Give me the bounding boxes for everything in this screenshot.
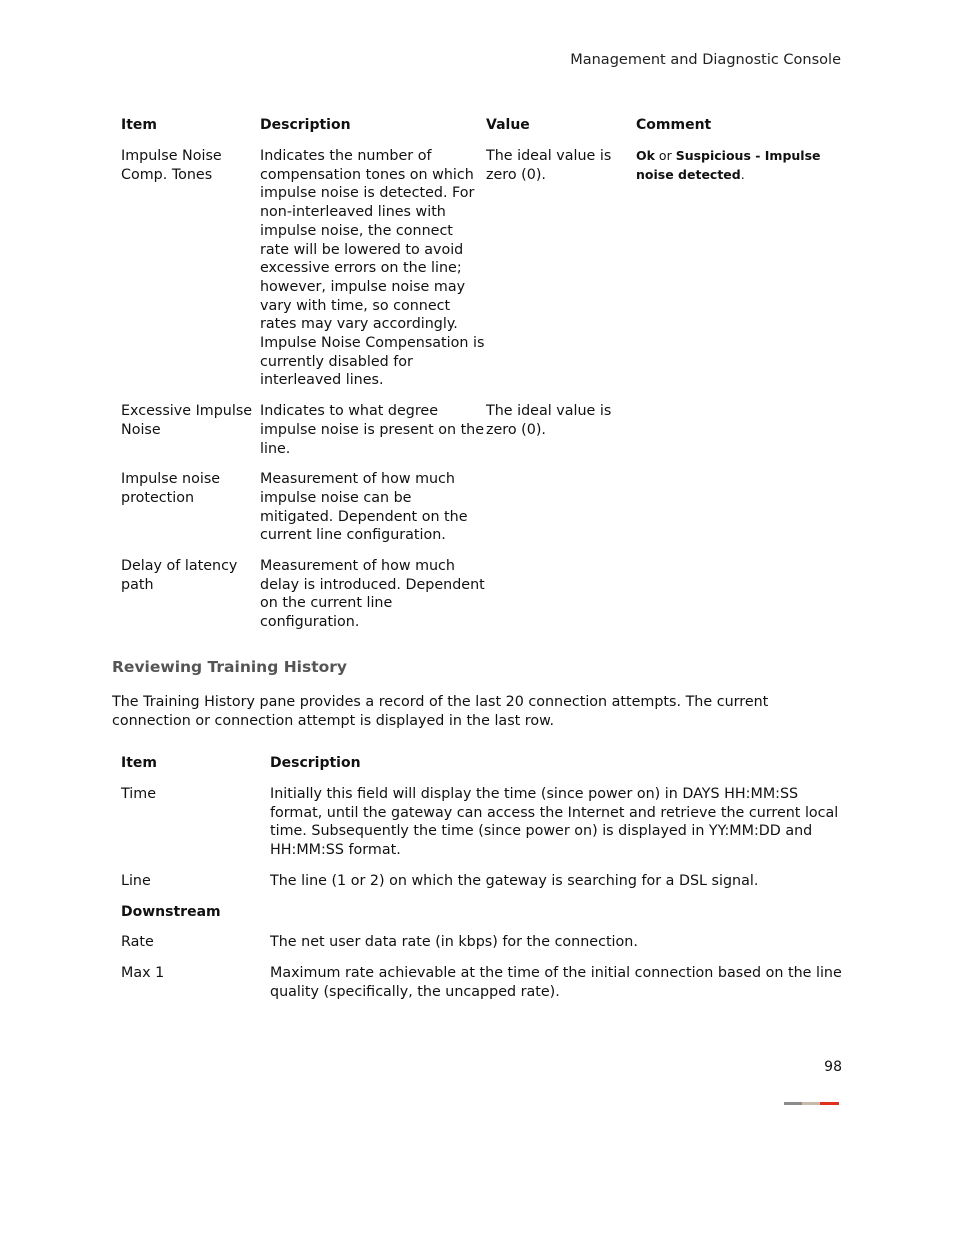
column-header-description: Description (260, 117, 351, 133)
column-header-comment: Comment (636, 117, 712, 133)
table-header-row (121, 117, 841, 147)
row-comment (636, 557, 841, 644)
column-header-description: Description (270, 755, 361, 771)
comment-suspicious: Suspicious - Impulse noise detected (636, 148, 821, 182)
row-value: The ideal value is zero (0). (486, 148, 612, 183)
row-item: Delay of latency path (121, 558, 238, 593)
running-header: Management and Diagnostic Console (570, 52, 841, 68)
row-description: The net user data rate (in kbps) for the connection. (270, 934, 638, 951)
row-value: The ideal value is zero (0). (486, 403, 612, 438)
row-comment (636, 147, 841, 402)
row-description: The line (1 or 2) on which the gateway is searching for a DSL signal. (270, 872, 759, 889)
section-intro-paragraph: The Training History pane provides a record of the last 20 connection attempts. The current connection or connection attempt is displayed in the last row. (112, 694, 769, 729)
column-header-value: Value (486, 117, 530, 133)
table-row (121, 470, 841, 557)
table-row (121, 785, 843, 872)
column-header-item: Item (121, 117, 157, 133)
row-item: Excessive Impulse Noise (121, 403, 253, 438)
row-item: Line (121, 872, 151, 889)
subheading-downstream: Downstream (121, 903, 221, 920)
page-number: 98 (824, 1059, 842, 1075)
row-description: Indicates to what degree impulse noise is present on the line. (260, 403, 485, 457)
footer-bar-red (820, 1102, 839, 1105)
table-row (121, 872, 843, 903)
diagnostics-table (121, 117, 841, 644)
row-description: Measurement of how much delay is introduced. Dependent on the current line configuration. (260, 558, 485, 631)
footer-bar-tan (802, 1102, 820, 1105)
training-history-table (121, 755, 843, 1013)
row-description: Indicates the number of compensation tones on which impulse noise is detected. For non-interleaved lines with impulse noise, the connect rate will be lowered to avoid excessive errors on the line; however, impulse noise may vary with time, so connect rates may vary accordingly. Impulse Noise Compensation is currently disabled for interleaved lines. (260, 148, 485, 389)
row-item: Max 1 (121, 964, 165, 981)
row-value (486, 470, 636, 557)
table-subheading-row (121, 903, 843, 934)
table-row (121, 402, 841, 470)
row-item: Impulse noise protection (121, 471, 221, 506)
row-comment (636, 402, 841, 470)
row-comment (636, 470, 841, 557)
comment-end: . (740, 166, 745, 182)
row-value (486, 557, 636, 644)
table-row (121, 147, 841, 402)
row-item: Rate (121, 934, 154, 951)
table-row (121, 557, 841, 644)
section-heading: Reviewing Training History (112, 658, 348, 676)
comment-or: or (654, 148, 676, 163)
row-item: Time (121, 786, 156, 802)
column-header-item: Item (121, 755, 157, 771)
row-description: Initially this field will display the time (since power on) in DAYS HH:MM:SS format, until the gateway can access the Internet and retrieve the current local time. Subsequently the time (since power on) is displayed in YY:MM:DD and HH:MM:SS format. (270, 786, 839, 859)
table-header-row (121, 755, 843, 785)
footer-bar-gray (784, 1102, 802, 1105)
row-description: Maximum rate achievable at the time of the initial connection based on the line quality (specifically, the uncapped rate). (270, 964, 842, 1000)
row-item: Impulse Noise Comp. Tones (121, 148, 222, 183)
row-description: Measurement of how much impulse noise can be mitigated. Dependent on the current line configuration. (260, 471, 468, 544)
comment-ok: Ok (636, 148, 655, 163)
table-row (121, 964, 843, 1013)
table-row (121, 933, 843, 964)
